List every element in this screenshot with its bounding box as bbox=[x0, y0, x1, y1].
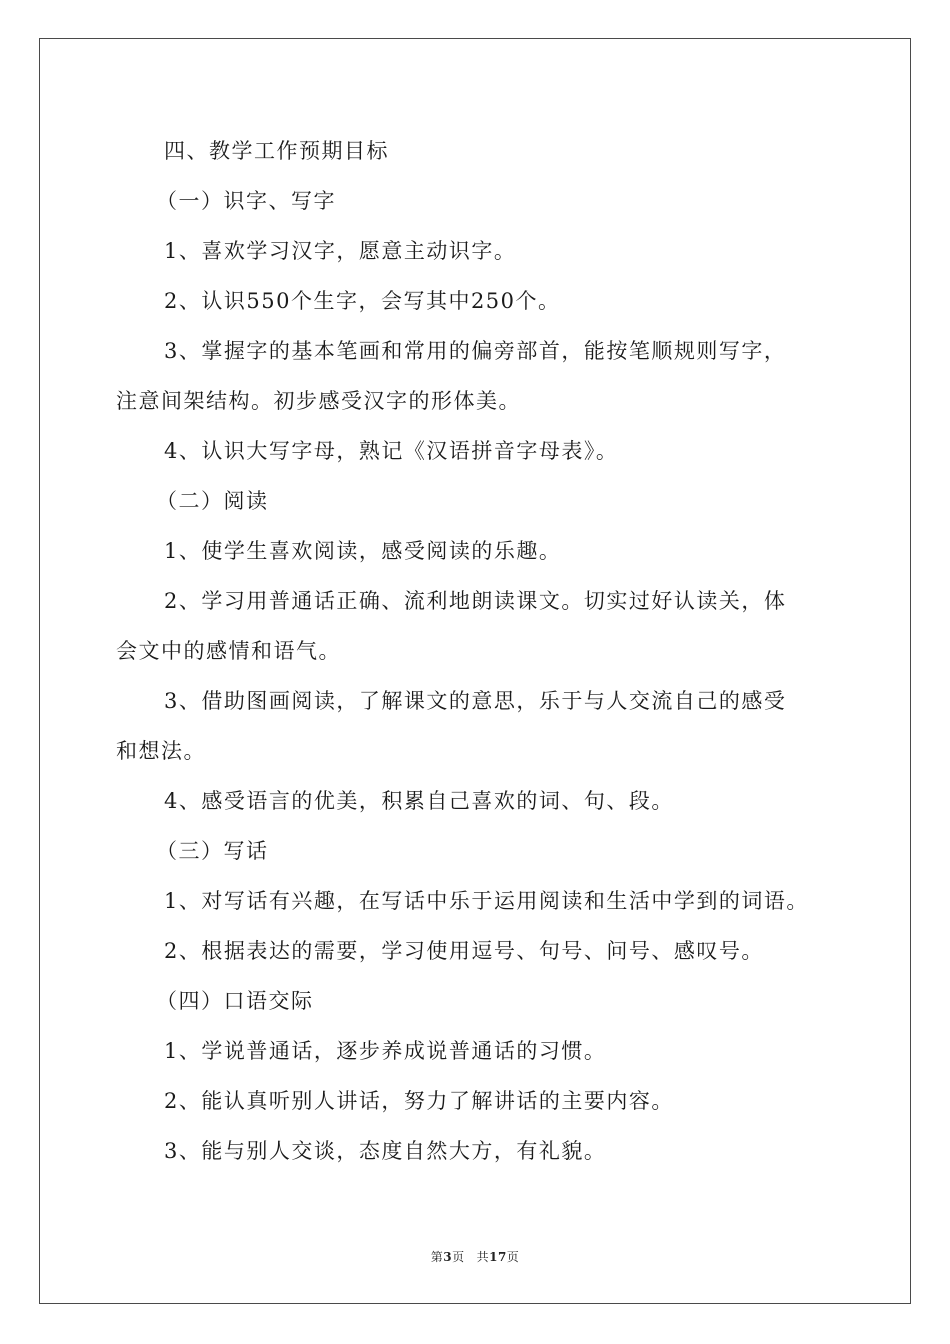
page-prefix: 第 bbox=[430, 1250, 444, 1264]
total-pages: 17 bbox=[489, 1250, 507, 1264]
total-suffix: 页 bbox=[506, 1250, 520, 1264]
paragraph-line: 2、根据表达的需要，学习使用逗号、句号、问号、感叹号。 bbox=[164, 939, 764, 963]
paragraph-line: 1、喜欢学习汉字，愿意主动识字。 bbox=[164, 239, 517, 263]
paragraph-line: 和想法。 bbox=[116, 739, 206, 763]
paragraph-line: 2、学习用普通话正确、流利地朗读课文。切实过好认读关，体 bbox=[164, 589, 787, 613]
paragraph-line: 注意间架结构。初步感受汉字的形体美。 bbox=[116, 389, 521, 413]
paragraph-line: 3、能与别人交谈，态度自然大方，有礼貌。 bbox=[164, 1139, 607, 1163]
paragraph-line: 会文中的感情和语气。 bbox=[116, 639, 341, 663]
paragraph-line: 1、对写话有兴趣，在写话中乐于运用阅读和生活中学到的词语。 bbox=[164, 889, 809, 913]
paragraph-line: 3、掌握字的基本笔画和常用的偏旁部首，能按笔顺规则写字， bbox=[164, 339, 787, 363]
subsection-heading: （四）口语交际 bbox=[156, 989, 314, 1013]
section-heading: 四、教学工作预期目标 bbox=[164, 139, 389, 163]
document-body bbox=[116, 126, 838, 1176]
paragraph-line: 1、学说普通话，逐步养成说普通话的习惯。 bbox=[164, 1039, 607, 1063]
paragraph-line: 4、认识大写字母，熟记《汉语拼音字母表》。 bbox=[164, 439, 619, 463]
page-suffix: 页 bbox=[452, 1250, 465, 1264]
paragraph-line: 2、能认真听别人讲话，努力了解讲话的主要内容。 bbox=[164, 1089, 674, 1113]
page-footer bbox=[0, 1248, 950, 1265]
page-number: 3 bbox=[443, 1250, 453, 1264]
paragraph-line: 2、认识550个生字，会写其中250个。 bbox=[164, 289, 561, 313]
total-prefix: 共 bbox=[476, 1250, 490, 1264]
paragraph-line: 4、感受语言的优美，积累自己喜欢的词、句、段。 bbox=[164, 789, 674, 813]
paragraph-line: 3、借助图画阅读，了解课文的意思，乐于与人交流自己的感受 bbox=[164, 689, 787, 713]
subsection-heading: （一）识字、写字 bbox=[156, 189, 336, 213]
paragraph-line: 1、使学生喜欢阅读，感受阅读的乐趣。 bbox=[164, 539, 562, 563]
subsection-heading: （三）写话 bbox=[156, 839, 269, 863]
subsection-heading: （二）阅读 bbox=[156, 489, 269, 513]
